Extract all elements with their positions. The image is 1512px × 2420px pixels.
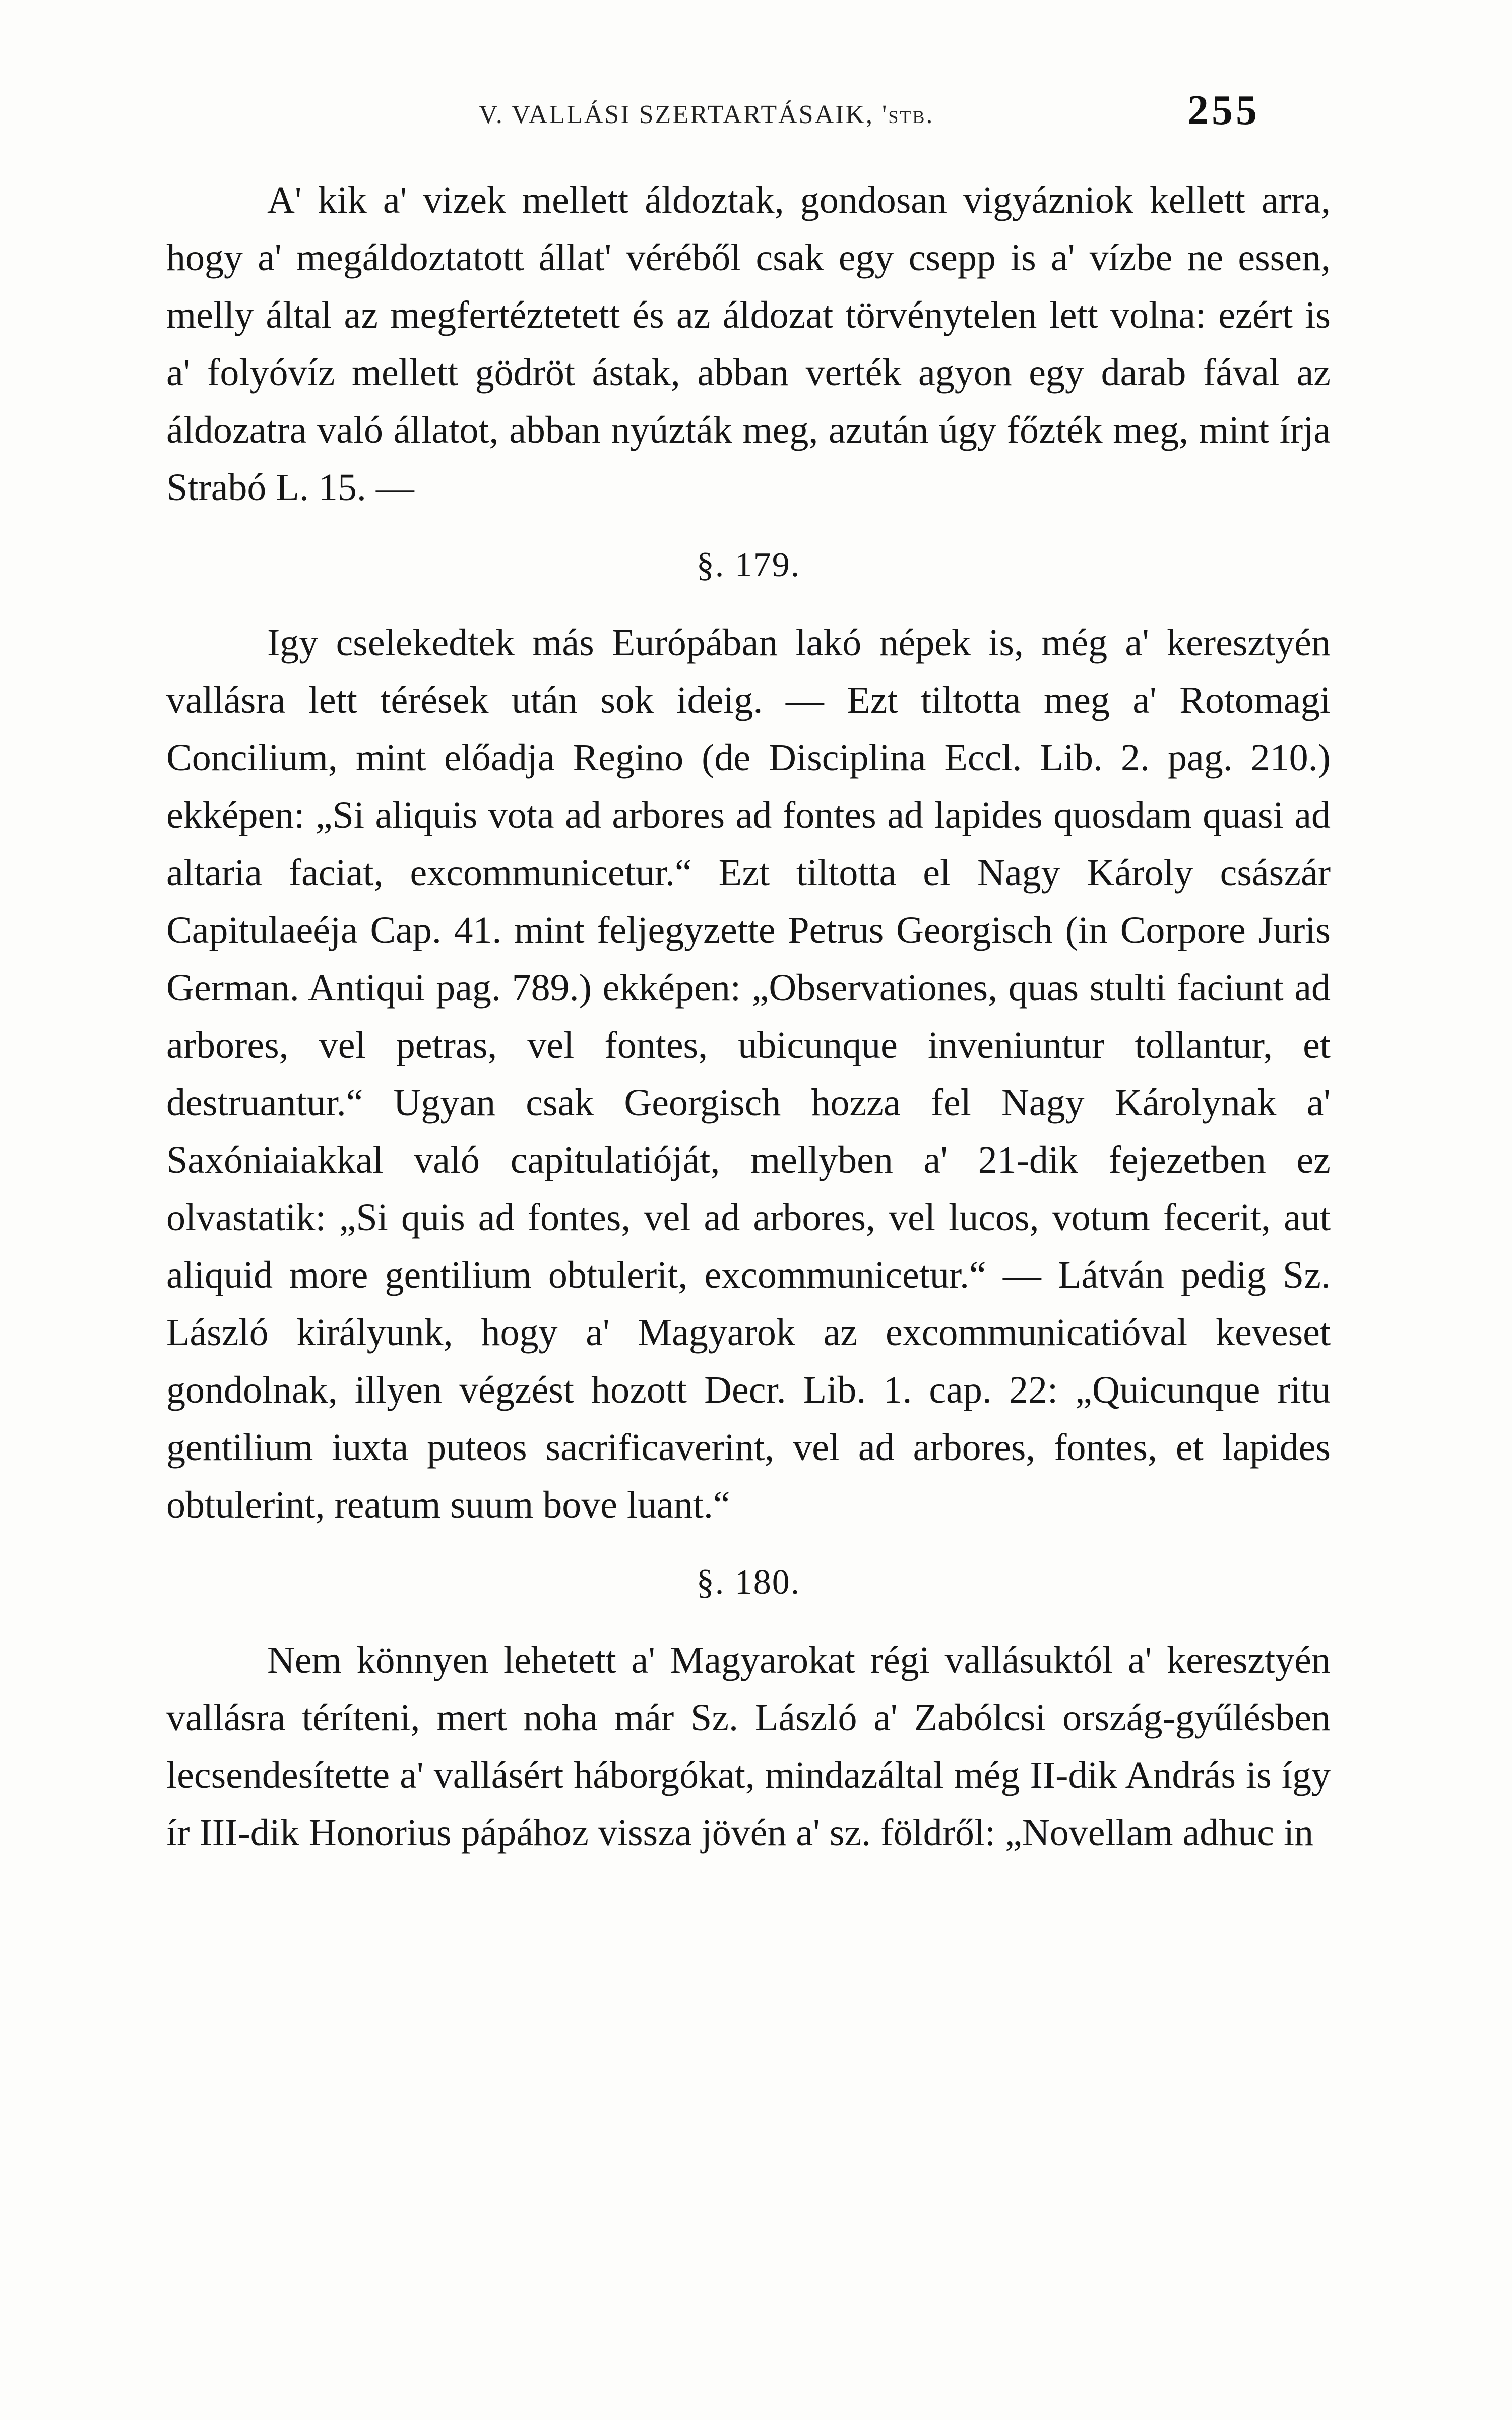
paragraph-179: Igy cselekedtek más Európában lakó népek is, még a' keresztyén vallásra lett térések után sok ideig. — Ezt tiltotta meg a' Rotomagi Concilium, mint előadja Regino (de Disciplina Eccl. Lib. 2. pag. 210.) ekképen: „Si aliquis vota ad arbores ad fontes ad lapides quosdam quasi ad altaria faciat, excommunicetur.“ Ezt tiltotta el Nagy Károly császár Capitulaeéja Cap. 41. mint feljegyzette Petrus Georgisch (in Corpore Juris German. Antiqui pag. 789.) ekképen: „Observationes, quas stulti faciunt ad arbores, vel petras, vel fontes, ubicunque inveniuntur tollantur, et destruantur.“ Ugyan csak Georgisch hozza fel Nagy Károlynak a' Saxóniaiakkal való capitulatióját, mellyben a' 21-dik fejezetben ez olvastatik: „Si quis ad fontes, vel ad arbores, vel lucos, votum fecerit, aut aliquid more gentilium obtulerit, excommunicetur.“ — Látván pedig Sz. László királyunk, hogy a' Magyarok az excommunicatióval keveset gondolnak, illyen végzést hozott Decr. Lib. 1. cap. 22: „Quicunque ritu gentilium iuxta puteos sacrificaverint, vel ad arbores, fontes, et lapides obtulerint, reatum suum bove luant.“: [166, 622, 1331, 1526]
body-text: [166, 171, 1331, 1861]
section-heading-180: §. 180.: [696, 1563, 801, 1602]
paragraph-intro: A' kik a' vizek mellett áldoztak, gondosan vigyázniok kellett arra, hogy a' megáldoztatott állat' véréből csak egy csepp is a' vízbe ne essen, melly által az megfertéztetett és az áldozat törvénytelen lett volna: ezért is a' folyóvíz mellett gödröt ástak, abban verték agyon egy darab fával az áldozatra való állatot, abban nyúzták meg, azután úgy főzték meg, mint írja Strabó L. 15. —: [166, 179, 1331, 509]
page-number: 255: [1187, 87, 1260, 134]
running-header: [181, 86, 1260, 141]
paragraph-180: Nem könnyen lehetett a' Magyarokat régi vallásuktól a' keresztyén vallásra téríteni, mert noha már Sz. László a' Zabólcsi ország-gyűlésben lecsendesítette a' vallásért háborgókat, mindazáltal még II-dik András is így ír III-dik Honorius pápához vissza jövén a' sz. földről: „Novellam adhuc in: [166, 1639, 1331, 1854]
running-title: V. VALLÁSI SZERTARTÁSAIK, 'stb.: [479, 100, 934, 129]
section-heading-179: §. 179.: [696, 546, 801, 584]
